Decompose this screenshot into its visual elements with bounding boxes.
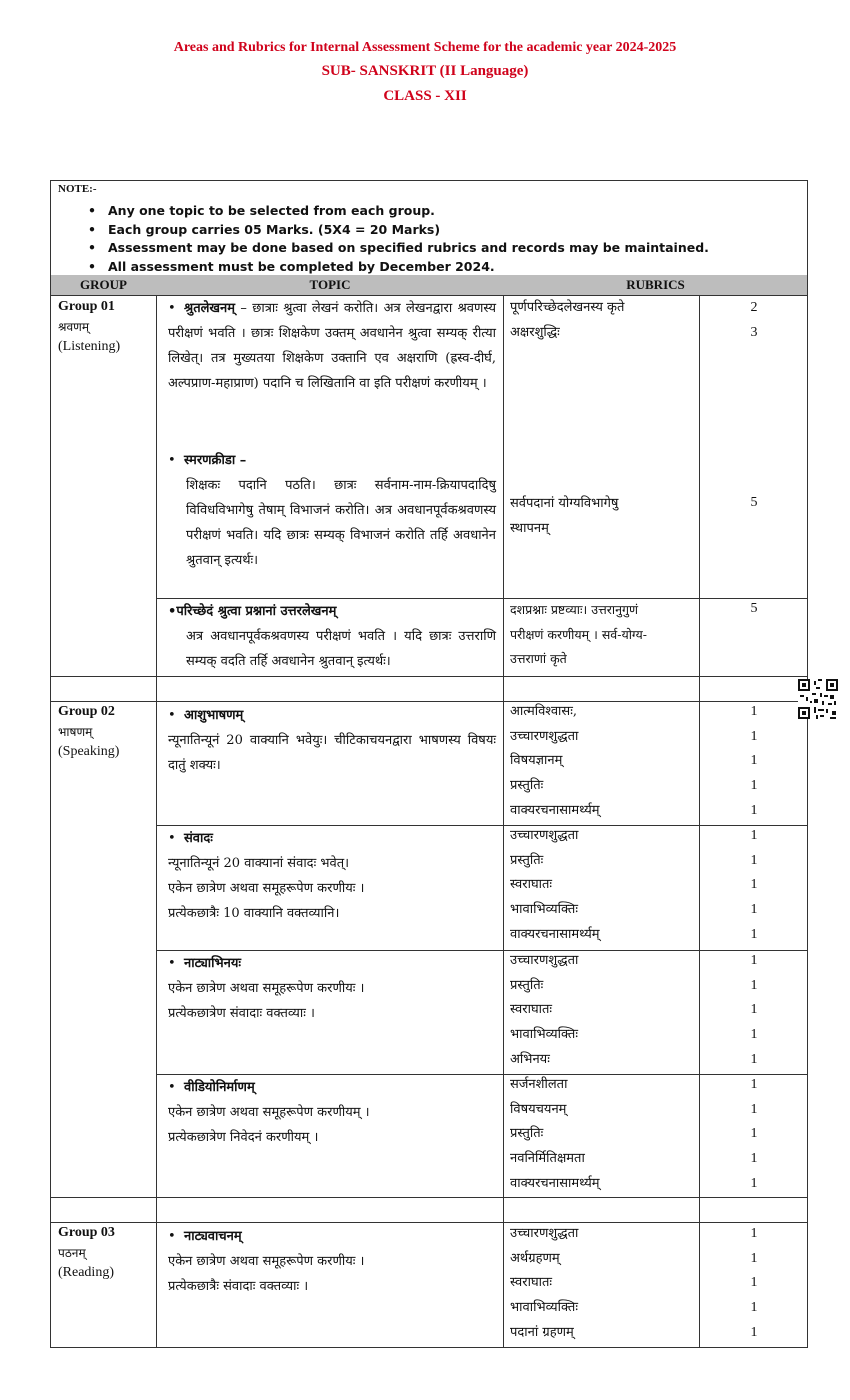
mark-value: 5: [750, 601, 758, 616]
rubric-item: उच्चारणशुद्धता: [510, 828, 579, 843]
topic-title: स्मरणक्रीडा –: [184, 453, 247, 468]
rubric-item: प्रस्तुतिः: [510, 778, 544, 794]
topic-line: एकेन छात्रेण अथवा समूहरूपेण करणीयः ।: [168, 1254, 365, 1269]
mark-value: 1: [750, 1051, 758, 1067]
mark-list: [700, 949, 808, 1073]
rubric-item: प्रस्तुतिः: [510, 852, 544, 868]
mark-value: 1: [750, 926, 758, 942]
bullet-icon: •: [168, 301, 176, 316]
rubric-item: वाक्यरचनासामर्थ्यम्: [510, 802, 600, 818]
rubric-list: [510, 1073, 600, 1197]
topic-paricchedam: [168, 599, 496, 674]
topic-title: परिच्छेदं श्रुत्वा प्रश्नानां उत्तरलेखनम्: [176, 604, 337, 619]
mark-value: 1: [750, 1002, 758, 1018]
mark-value: 1: [750, 828, 758, 843]
rubric-list: [510, 1222, 578, 1346]
group-title: Group 02: [58, 704, 115, 719]
column-header-topic: TOPIC: [309, 277, 351, 292]
mark-value: 1: [750, 852, 758, 868]
topic-smaranakrida: [168, 448, 496, 573]
rubric-list: [510, 700, 600, 824]
column-header-rubrics: RUBRICS: [626, 277, 685, 292]
group-title: Group 01: [58, 299, 115, 314]
mark-list: [700, 1222, 808, 1346]
note-item: • Any one topic to be selected from each group.: [88, 202, 709, 221]
rubric-item: स्वराघातः: [510, 1275, 553, 1291]
mark-value: 1: [750, 1101, 758, 1117]
rubric-item: उच्चारणशुद्धता: [510, 728, 579, 744]
topic-line: प्रत्येकछात्रैः संवादाः वक्तव्याः ।: [168, 1279, 309, 1294]
mark-value: 2: [750, 300, 758, 315]
mark-value: 1: [750, 1250, 758, 1266]
rubric-item: विषयज्ञानम्: [510, 753, 563, 769]
rubric-item: प्रस्तुतिः: [510, 1126, 544, 1142]
rubric-list: [510, 296, 624, 345]
rubric-item: पूर्णपरिच्छेदलेखनस्य कृते: [510, 300, 625, 315]
topic-body: अत्र अवधानपूर्वकश्रवणस्य परीक्षणं भवति । यदि छात्रः उत्तराणि सम्यक् वदति तर्हि अवधानेन श्रुतवान् इत्यर्थः।: [186, 629, 496, 669]
rubric-item: भावाभिव्यक्तिः: [510, 902, 578, 918]
group-cell-1: [58, 297, 120, 357]
mark-value: 1: [750, 704, 758, 719]
topic-line: प्रत्येकछात्रैः 10 वाक्यानि वक्तव्यानि।: [168, 906, 340, 921]
rubric-list: [510, 598, 696, 672]
mark-value: 5: [750, 495, 758, 510]
rubric-item: वाक्यरचनासामर्थ्यम्: [510, 1175, 600, 1191]
bullet-icon: •: [168, 956, 176, 971]
mark-list: [700, 824, 808, 948]
mark-value: 1: [750, 877, 758, 893]
topic-videonirmanam: [168, 1075, 496, 1150]
rubric-item: पदानां ग्रहणम्: [510, 1324, 574, 1340]
rubric-list: [510, 824, 600, 948]
topic-body: – छात्राः श्रुत्वा लेखनं करोति। अत्र लेखनद्वारा श्रवणस्य परीक्षणं भवति । छात्रः शिक्षकेण उक्तम् अवधानेन श्रुत्वा सम्यक् रीत्या लिखेत्। तत्र मुख्यतया शिक्षकेण उक्तानि एव अक्षराणि (ह्रस्व-दीर्घ, अल्पप्राण-महाप्राण) पदानि च लिखितानि वा इति परीक्षणं करणीयम् ।: [168, 301, 496, 391]
bullet-icon: •: [168, 604, 177, 619]
topic-line: न्यूनातिन्यूनं 20 वाक्यानां संवादः भवेत्।: [168, 856, 350, 871]
topic-title: वीडियोनिर्माणम्: [184, 1080, 255, 1095]
rubric-item: परीक्षणं करणीयम् । सर्व-योग्य-: [510, 626, 647, 642]
topic-body: शिक्षकः पदानि पठति। छात्रः सर्वनाम-नाम-क्रियापदादिषु विविधविभागेषु तेषाम् विभाजनं करोति। अत्र अवधानपूर्वकश्रवणस्य परीक्षणं भवति। यदि छात्रः सम्यक् विभाजनं करोति तर्हि अवधानेन श्रुतवान् इत्यर्थः।: [186, 478, 496, 568]
topic-title: आशुभाषणम्: [184, 708, 244, 723]
mark-value: 1: [750, 977, 758, 993]
rubric-list: [510, 492, 618, 541]
rubric-item: स्वराघातः: [510, 1002, 553, 1018]
group-sanskrit: पठनम्: [58, 1246, 86, 1260]
mark-value: 1: [750, 953, 758, 968]
mark-value: 1: [750, 1275, 758, 1291]
topic-ashubhashanam: [168, 703, 496, 778]
rubric-item: दशप्रश्नाः प्रष्टव्याः। उत्तरानुगुणं: [510, 602, 639, 617]
doc-title: Areas and Rubrics for Internal Assessment Scheme for the academic year 2024-2025: [173, 40, 677, 55]
topic-line: प्रत्येकछात्रेण संवादाः वक्तव्याः ।: [168, 1006, 315, 1021]
topic-natyabhinayah: [168, 951, 496, 1026]
topic-line: प्रत्येकछात्रेण निवेदनं करणीयम् ।: [168, 1130, 319, 1145]
rubric-item: उत्तराणां कृते: [510, 651, 567, 667]
mark-value: 1: [750, 728, 758, 744]
group-cell-2: [58, 702, 119, 762]
mark-list: [700, 1073, 808, 1197]
note-label: NOTE:-: [58, 183, 97, 195]
group-sanskrit: भाषणम्: [58, 725, 93, 739]
rubric-list: [510, 949, 578, 1073]
group-english: (Listening): [58, 339, 121, 354]
group-title: Group 03: [58, 1225, 115, 1240]
note-item: • All assessment must be completed by December 2024.: [88, 258, 709, 277]
mark-value: 1: [750, 1027, 758, 1043]
rubric-item: स्वराघातः: [510, 877, 553, 893]
mark-value: 1: [750, 1126, 758, 1142]
mark-value: 1: [750, 753, 758, 769]
mark-value: 1: [750, 1300, 758, 1316]
topic-line: एकेन छात्रेण अथवा समूहरूपेण करणीयः ।: [168, 981, 365, 996]
mark-value: 1: [750, 1175, 758, 1191]
doc-subject: SUB- SANSKRIT (II Language): [321, 63, 529, 79]
topic-samvadah: [168, 826, 496, 926]
group-english: (Speaking): [58, 744, 120, 759]
topic-line: एकेन छात्रेण अथवा समूहरूपेण करणीयः ।: [168, 881, 365, 896]
mark-value: 1: [750, 1324, 758, 1340]
mark-value: 1: [750, 1226, 758, 1241]
topic-title: नाट्यवाचनम्: [184, 1229, 242, 1244]
column-header-group: GROUP: [80, 277, 127, 292]
rubric-item: उच्चारणशुद्धता: [510, 1226, 579, 1241]
rubric-item: स्थापनम्: [510, 520, 549, 536]
mark-value: 3: [750, 325, 758, 340]
bullet-icon: •: [168, 1229, 176, 1244]
rubric-item: वाक्यरचनासामर्थ्यम्: [510, 926, 600, 942]
rubric-item: नवनिर्मितिक्षमता: [510, 1151, 585, 1167]
note-item: • Each group carries 05 Marks. (5X4 = 20 Marks): [88, 221, 709, 240]
rubric-item: अक्षरशुद्धिः: [510, 324, 560, 340]
rubric-item: भावाभिव्यक्तिः: [510, 1300, 578, 1316]
topic-title: नाट्याभिनयः: [184, 956, 242, 971]
topic-title: श्रुतलेखनम्: [184, 301, 236, 316]
group-cell-3: [58, 1223, 115, 1283]
topic-title: संवादः: [184, 831, 213, 846]
mark-list: [700, 700, 808, 824]
mark-value: 1: [750, 802, 758, 818]
rubric-item: प्रस्तुतिः: [510, 977, 544, 993]
mark-value: 1: [750, 1077, 758, 1092]
topic-shrutalekhanam: [168, 296, 496, 396]
topic-line: एकेन छात्रेण अथवा समूहरूपेण करणीयम् ।: [168, 1105, 370, 1120]
rubric-item: अभिनयः: [510, 1051, 550, 1067]
bullet-icon: •: [168, 831, 176, 846]
rubric-item: अर्थग्रहणम्: [510, 1250, 560, 1266]
doc-class: CLASS - XII: [383, 88, 467, 104]
topic-body: न्यूनातिन्यूनं 20 वाक्यानि भवेयुः। चीटिकाचयनद्वारा भाषणस्य विषयः दातुं शक्यः।: [168, 733, 496, 773]
bullet-icon: •: [168, 1080, 176, 1095]
bullet-icon: •: [168, 453, 176, 468]
rubric-item: उच्चारणशुद्धता: [510, 953, 579, 968]
rubric-item: भावाभिव्यक्तिः: [510, 1027, 578, 1043]
mark-value: 1: [750, 1151, 758, 1167]
rubric-item: सर्जनशीलता: [510, 1077, 568, 1092]
rubric-item: आत्मविश्वासः,: [510, 704, 577, 719]
group-english: (Reading): [58, 1265, 114, 1280]
bullet-icon: •: [168, 708, 176, 723]
mark-value: 1: [750, 902, 758, 918]
note-item: • Assessment may be done based on specified rubrics and records may be maintained.: [88, 239, 709, 258]
rubric-item: सर्वपदानां योग्यविभागेषु: [510, 496, 619, 511]
mark-value: 1: [750, 778, 758, 794]
rubric-item: विषयचयनम्: [510, 1101, 567, 1117]
note-list: [88, 202, 709, 276]
topic-natyavachanam: [168, 1224, 496, 1299]
group-sanskrit: श्रवणम्: [58, 320, 90, 334]
